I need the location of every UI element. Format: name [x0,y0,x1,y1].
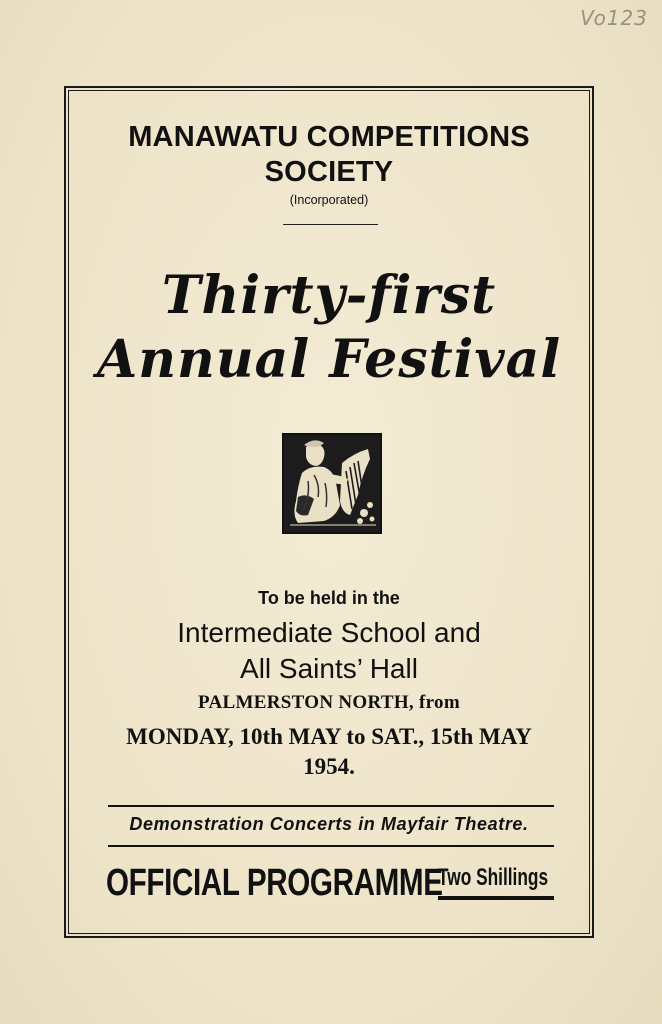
venue-intro: To be held in the [258,588,400,608]
venue-name-line2: All Saints’ Hall [240,653,418,684]
society-title-line1: MANAWATU COMPETITIONS [128,121,530,153]
festival-dates [68,722,590,782]
venue-city: PALMERSTON NORTH, from [198,692,460,713]
venue-name [68,615,590,687]
price-label: Two Shillings [438,864,549,891]
festival-title-line2: Annual Festival [96,329,562,390]
society-title-line2: SOCIETY [264,156,394,188]
festival-dates-line2: 1954. [303,754,355,779]
official-programme-title: OFFICIAL PROGRAMME [106,862,443,904]
festival-title-line1: Thirty-first [161,265,497,326]
society-title [68,120,590,190]
incorporated-note: (Incorporated) [289,193,369,207]
venue-name-line1: Intermediate School and [177,617,481,648]
divider-bottom [108,845,554,847]
price-underline [438,896,554,900]
catalogue-mark: Vo123 [580,6,648,30]
harpist-emblem-icon [282,433,382,534]
demonstration-concerts-note: Demonstration Concerts in Mayfair Theatre. [129,814,529,834]
festival-title [68,264,590,392]
divider-short [283,224,378,225]
divider-top [108,805,554,807]
festival-dates-line1: MONDAY, 10th MAY to SAT., 15th MAY [126,724,532,749]
